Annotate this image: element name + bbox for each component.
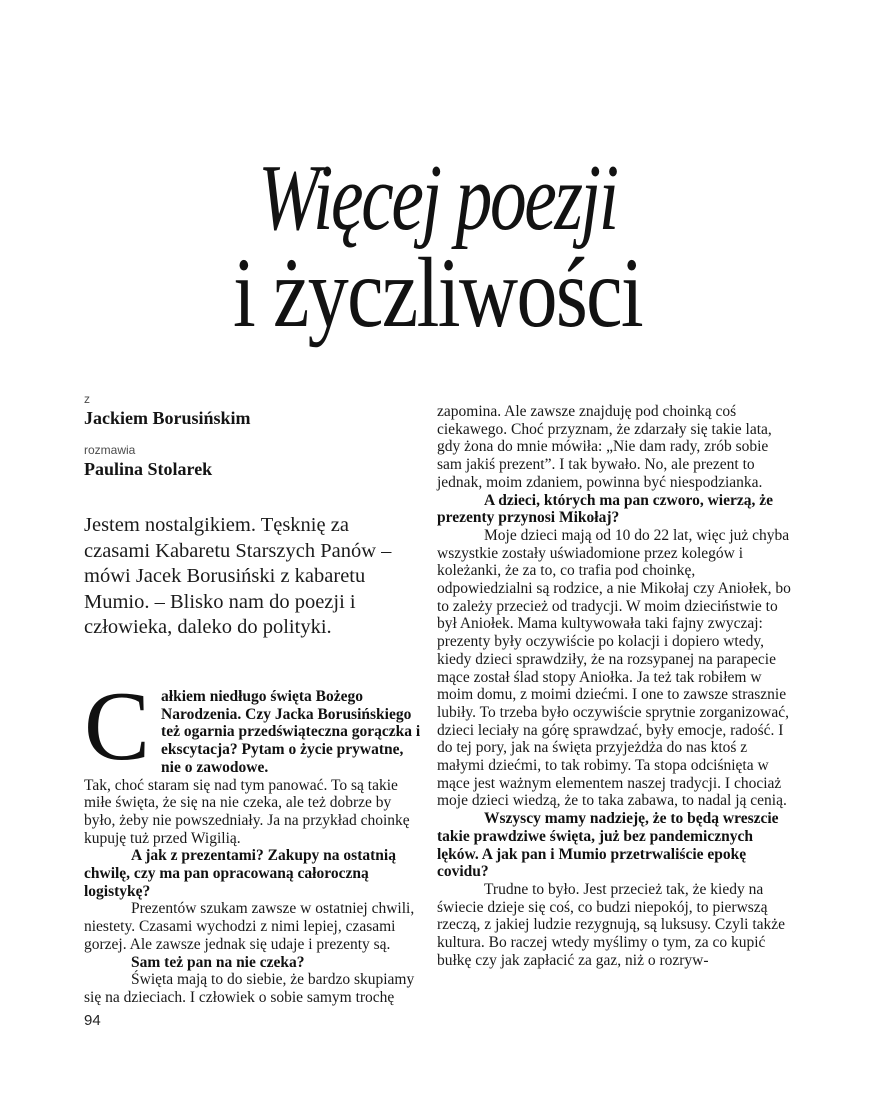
interview-answer: Trudne to było. Jest przecież tak, że kiedy na świecie dzieje się coś, co budzi niepokój, to pierwszą rzeczą, z jakiej ludzie rezygnują, są luksusy. Czyli także kultura. Bo raczej wtedy myślimy o tym, za co kupić bułkę czy jak zapłacić za gaz, niż o rozryw- <box>437 880 786 969</box>
title-line-2: i życzliwości <box>232 237 643 348</box>
interview-answer: Tak, choć staram się nad tym panować. To są takie miłe święta, że się na nie czeka, ale też dobrze by było, żeby nie powszedniały. Ja na przykład choinkę kupuję tuż przed Wigilią. <box>84 776 410 847</box>
interview-question: A jak z prezentami? Zakupy na ostatnią chwilę, czy ma pan opracowaną całoroczną logistykę? <box>84 847 396 900</box>
article-title <box>84 146 791 348</box>
byline-prefix: z <box>84 392 90 406</box>
lead-paragraph: Jestem nostalgikiem. Tęsknię za czasami Kabaretu Starszych Panów – mówi Jacek Borusiński z kabaretu Mumio. – Blisko nam do poezji i człowieka, daleko do polityki. <box>84 514 392 638</box>
column-right <box>437 403 791 970</box>
drop-cap: C <box>84 672 151 781</box>
interview-answer-continuation: zapomina. Ale zawsze znajduję pod choinką coś ciekawego. Choć przyznam, że zdarzały się takie lata, gdy żona do mnie mówiła: „Nie dam rady, zrób sobie sam jakiś prezent”. I tak bywało. No, ale prezent to jednak, moim zdaniem, powinna być niespodzianka. <box>437 403 772 491</box>
interview-question: ałkiem niedługo święta Bożego Narodzenia. Czy Jacka Borusińskiego też ogarnia przedświąteczna gorączka i ekscytacja? Pytam o życie prywatne, nie o zawodowe. <box>161 688 421 776</box>
interview-question: Sam też pan na nie czeka? <box>131 953 305 971</box>
page-number: 94 <box>84 1012 101 1029</box>
interview-answer: Moje dzieci mają od 10 do 22 lat, więc już chyba wszystkie zostały uświadomione przez kolegów i koleżanki, że za to, co trafia pod choinkę, odpowiedzialni są rodzice, a nie Mikołaj czy Aniołek, bo to zależy przecież od tradycji. W moim dzieciństwie to był Aniołek. Mama kultywowała taki fajny zwyczaj: prezenty były oczywiście po kolacji i dopiero wtedy, kiedy dzieci sprawdziły, że na rozsypanej na parapecie mące został ślad stopy Aniołka. Ja też tak robiłem w moim domu, z moimi dziećmi. I one to zawsze strasznie lubiły. To trzeba było oczywiście sprytnie zorganizować, dzieci leciały na górę sprawdzać, były emocje, radość. I do tej pory, jak na święta przyjeżdża do nas ktoś z małymi dziećmi, to tak robimy. Ta stopa odciśnięta w mące jest ważnym elementem naszej tradycji. I chociaż moje dzieci wiedzą, że to taka zabawa, to nadal ją cenią. <box>437 526 791 810</box>
interview-answer: Prezentów szukam zawsze w ostatniej chwili, niestety. Czasami wychodzi z nimi lepiej, czasami gorzej. Ale zawsze jednak się udaje i prezenty są. <box>84 900 415 953</box>
interview-answer: Święta mają to do siebie, że bardzo skupiamy się na dzieciach. I człowiek o sobie samym trochę <box>84 971 415 1006</box>
interview-question: Wszyscy mamy nadzieję, że to będą wreszcie takie prawdziwe święta, już bez pandemicznych lęków. A jak pan i Mumio przetrwaliście epokę covidu? <box>437 810 779 881</box>
column-left <box>84 672 425 1007</box>
opening-question <box>84 672 425 781</box>
interviewee-name: Jackiem Borusińskim <box>84 408 251 428</box>
byline <box>84 393 251 479</box>
interview-question: A dzieci, których ma pan czworo, wierzą, że prezenty przynosi Mikołaj? <box>437 491 773 527</box>
interviewer-name: Paulina Stolarek <box>84 459 213 479</box>
title-line-1: Więcej poezji <box>258 146 617 250</box>
byline-role-label: rozmawia <box>84 443 136 457</box>
